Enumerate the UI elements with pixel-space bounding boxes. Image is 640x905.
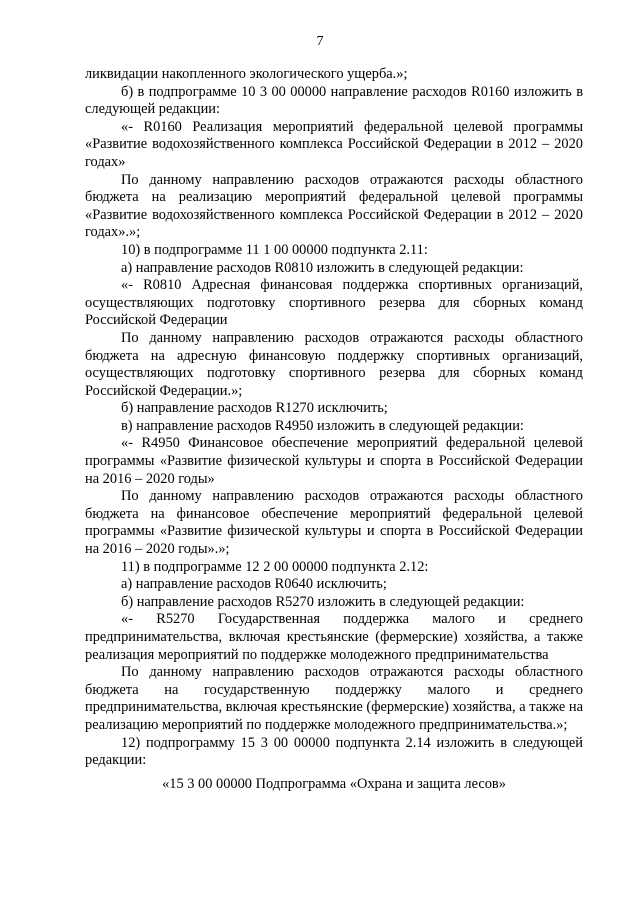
subprogram-heading: «15 3 00 00000 Подпрограмма «Охрана и защита лесов» — [162, 775, 506, 792]
paragraph: По данному направлению расходов отражаются расходы областного бюджета на адресную финансовую поддержку спортивных организаций, осуществляющих подготовку спортивного резерва для сборных команд Российской Федерации.»; — [85, 329, 583, 399]
paragraph: 10) в подпрограмме 11 1 00 00000 подпункта 2.11: — [121, 241, 428, 258]
paragraph: 11) в подпрограмме 12 2 00 00000 подпункта 2.12: — [121, 558, 429, 575]
paragraph: а) направление расходов R0640 исключить; — [121, 576, 387, 593]
paragraph: б) направление расходов R5270 изложить в следующей редакции: — [121, 593, 525, 610]
paragraph: «- R4950 Финансовое обеспечение мероприятий федеральной целевой программы «Развитие физической культуры и спорта в Российской Федерации на 2016 – 2020 годы» — [85, 435, 583, 487]
paragraph: «- R0160 Реализация мероприятий федеральной целевой программы «Развитие водохозяйственного комплекса Российской Федерации в 2012 – 2020 годах» — [85, 118, 583, 170]
paragraph: б) в подпрограмме 10 3 00 00000 направление расходов R0160 изложить в следующей редакции: — [85, 83, 583, 118]
paragraph: «- R0810 Адресная финансовая поддержка спортивных организаций, осуществляющих подготовку спортивного резерва для сборных команд Российской Федерации — [85, 277, 583, 329]
paragraph: 12) подпрограмму 15 3 00 00000 подпункта 2.14 изложить в следующей редакции: — [85, 734, 583, 769]
document-body — [85, 66, 583, 793]
paragraph: По данному направлению расходов отражаются расходы областного бюджета на финансовое обеспечение мероприятий федеральной целевой программы «Развитие физической культуры и спорта в Российской Федерации на 2016 – 2020 годы».»; — [85, 488, 583, 558]
paragraph: ликвидации накопленного экологического ущерба.»; — [85, 66, 408, 82]
page-number: 7 — [316, 34, 324, 49]
paragraph: а) направление расходов R0810 изложить в следующей редакции: — [121, 259, 524, 276]
paragraph: б) направление расходов R1270 исключить; — [121, 400, 388, 417]
paragraph: «- R5270 Государственная поддержка малого и среднего предпринимательства, включая крестьянские (фермерские) хозяйства, а также реализация мероприятий по поддержке молодежного предпринимательства — [85, 611, 583, 663]
paragraph: По данному направлению расходов отражаются расходы областного бюджета на реализацию мероприятий федеральной целевой программы «Развитие водохозяйственного комплекса Российской Федерации в 2012 – 2020 годах».»; — [85, 171, 583, 241]
paragraph: По данному направлению расходов отражаются расходы областного бюджета на государственную поддержку малого и среднего предпринимательства, включая крестьянские (фермерские) хозяйства, а также на реализацию мероприятий по поддержке молодежного предпринимательства.»; — [85, 664, 583, 733]
paragraph: в) направление расходов R4950 изложить в следующей редакции: — [121, 417, 524, 434]
